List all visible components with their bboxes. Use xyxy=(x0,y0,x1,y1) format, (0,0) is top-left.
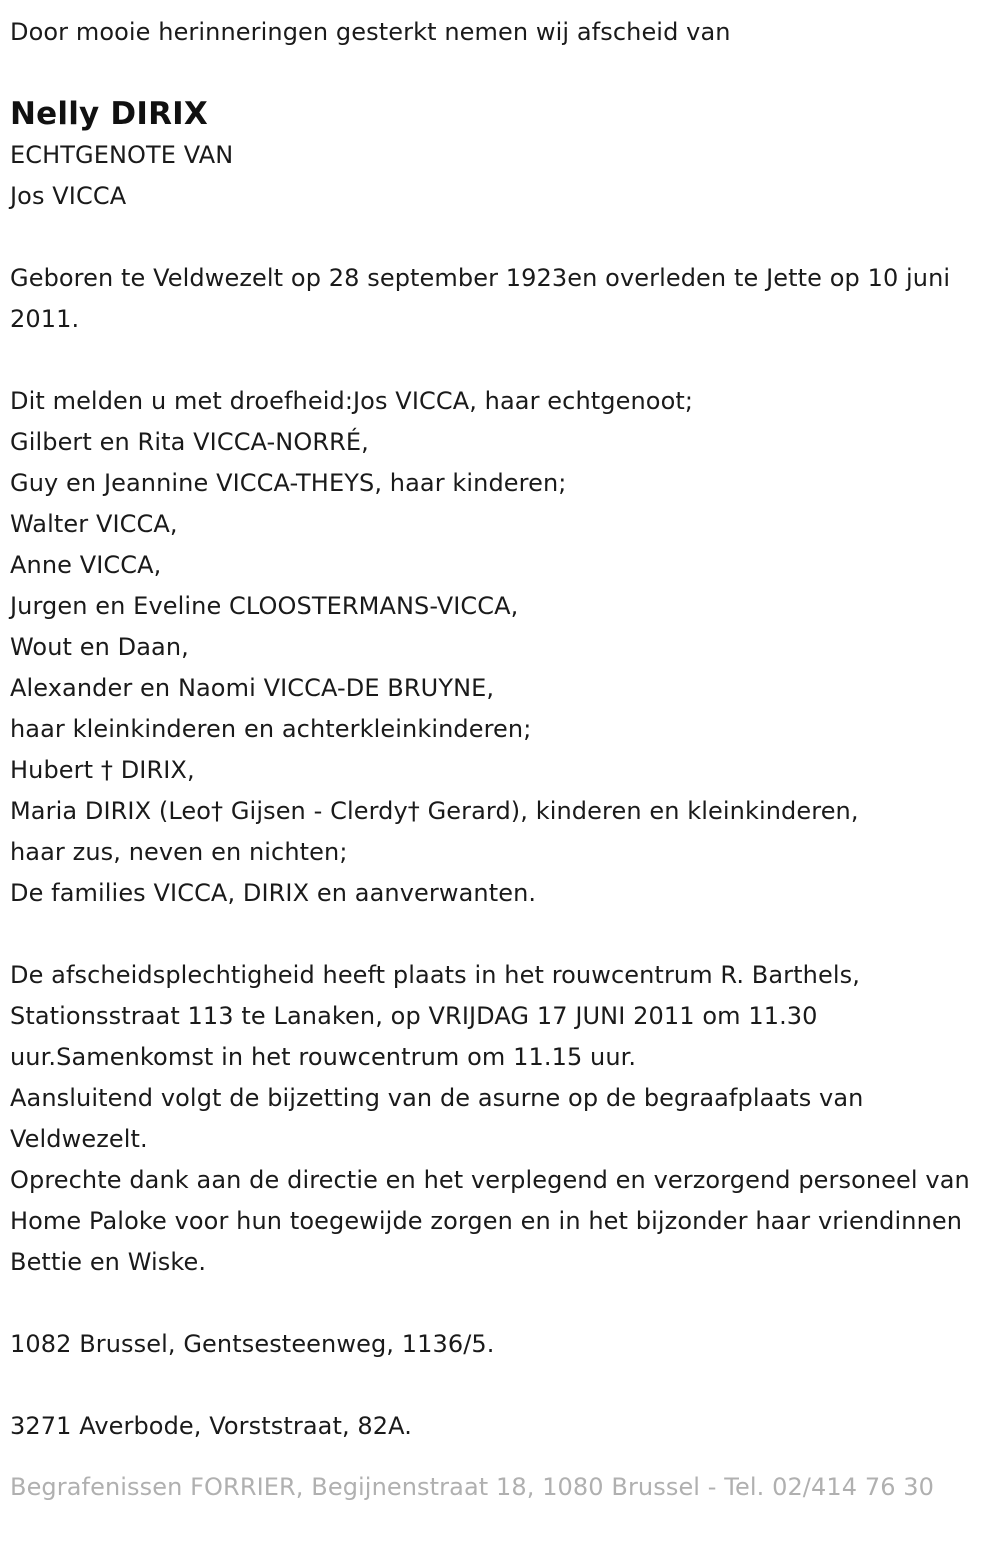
address-line: 1082 Brussel, Gentsesteenweg, 1136/5. xyxy=(10,1330,495,1358)
relation-label: ECHTGENOTE VAN xyxy=(10,141,234,169)
survivor-line: Guy en Jeannine VICCA-THEYS, haar kinderen; xyxy=(10,469,567,497)
spacer-after-name xyxy=(10,217,990,258)
survivor-line: De families VICCA, DIRIX en aanverwanten. xyxy=(10,879,537,907)
spacer-after-ceremony xyxy=(10,1283,990,1324)
spacer-after-survivors xyxy=(10,914,990,955)
survivor-line: haar kleinkinderen en achterkleinkinderen; xyxy=(10,715,532,743)
survivor-line: Anne VICCA, xyxy=(10,551,162,579)
ceremony-paragraph: Aansluitend volgt de bijzetting van de asurne op de begraafplaats van Veldwezelt. xyxy=(10,1084,872,1153)
address-line: 3271 Averbode, Vorststraat, 82A. xyxy=(10,1412,412,1440)
funeral-home-note: Begrafenissen FORRIER, Begijnenstraat 18, 1080 Brussel - Tel. 02/414 76 30 xyxy=(10,1473,935,1501)
ceremony-paragraph: De afscheidsplechtigheid heeft plaats in het rouwcentrum R. Barthels, Stationsstraat 113 te Lanaken, op VRIJDAG 17 JUNI 2011 om 11.30 uur.Samenkomst in het rouwcentrum om 11.15 uur. xyxy=(10,961,868,1071)
addresses-block xyxy=(10,1324,990,1447)
survivor-line: Walter VICCA, xyxy=(10,510,178,538)
ceremony-paragraph: Oprechte dank aan de directie en het verplegend en verzorgend personeel van Home Paloke voor hun toegewijde zorgen en in het bijzonder haar vriendinnen Bettie en Wiske. xyxy=(10,1166,978,1276)
intro-text: Door mooie herinneringen gesterkt nemen wij afscheid van xyxy=(10,18,731,46)
survivor-line: Alexander en Naomi VICCA-DE BRUYNE, xyxy=(10,674,495,702)
survivor-line: Hubert † DIRIX, xyxy=(10,756,195,784)
survivors-list xyxy=(10,422,990,914)
survivors-intro-line: Dit melden u met droefheid:Jos VICCA, haar echtgenoot; xyxy=(10,387,694,415)
survivor-line: Wout en Daan, xyxy=(10,633,189,661)
spouse-name: Jos VICCA xyxy=(10,182,127,210)
ceremony-block xyxy=(10,955,990,1283)
deceased-name: Nelly DIRIX xyxy=(10,96,208,132)
spacer-before-footer xyxy=(10,1447,990,1467)
survivor-line: Maria DIRIX (Leo† Gijsen - Clerdy† Gerard), kinderen en kleinkinderen, xyxy=(10,797,859,825)
spacer-after-intro xyxy=(10,53,990,94)
survivor-line: Gilbert en Rita VICCA-NORRÉ, xyxy=(10,428,369,456)
survivors-block xyxy=(10,381,990,914)
birth-death-text: Geboren te Veldwezelt op 28 september 1923en overleden te Jette op 10 juni 2011. xyxy=(10,264,958,333)
survivor-line: Jurgen en Eveline CLOOSTERMANS-VICCA, xyxy=(10,592,519,620)
spacer-after-life xyxy=(10,340,990,381)
spacer-between-addresses xyxy=(10,1365,990,1406)
survivor-line: haar zus, neven en nichten; xyxy=(10,838,348,866)
